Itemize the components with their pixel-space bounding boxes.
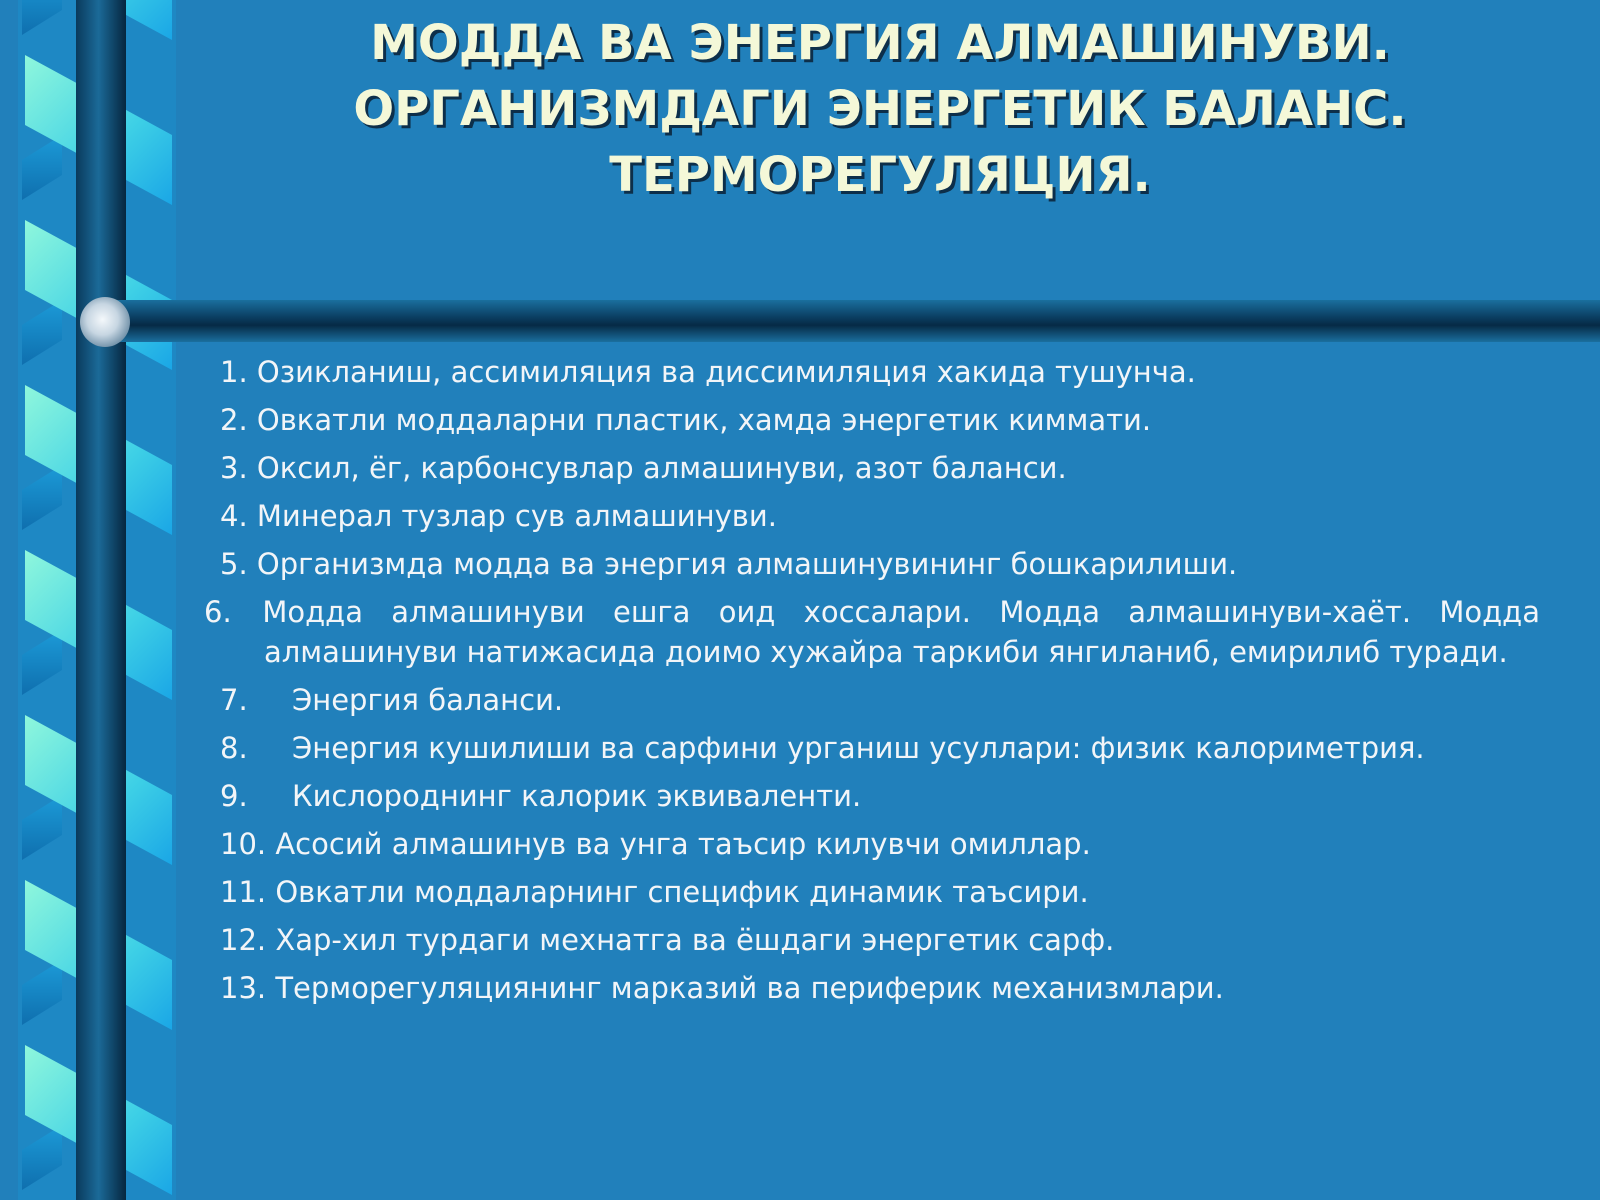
ribbon-pole (76, 0, 126, 1200)
title-line: ТЕРМОРЕГУЛЯЦИЯ. (609, 147, 1151, 203)
item-number: 5. (220, 547, 248, 581)
item-number: 9. (220, 779, 248, 813)
item-number: 4. (220, 499, 248, 533)
divider-knob (80, 297, 130, 347)
item-text: Овкатли моддаларни пластик, хамда энергетик киммати. (256, 403, 1152, 437)
decorative-ribbon (0, 0, 190, 1200)
item-text: Организмда модда ва энергия алмашинувининг бошкарилиши. (256, 547, 1238, 581)
list-item (220, 400, 1540, 440)
item-text: Минерал тузлар сув алмашинуви. (256, 499, 777, 533)
title-line: ОРГАНИЗМДАГИ ЭНЕРГЕТИК БАЛАНС. (353, 81, 1407, 137)
title-line: МОДДА ВА ЭНЕРГИЯ АЛМАШИНУВИ. (370, 15, 1390, 71)
list-item (220, 872, 1540, 912)
list-item (220, 824, 1540, 864)
list-item (220, 728, 1540, 768)
list-item (220, 448, 1540, 488)
list-item (220, 496, 1540, 536)
item-text: Энергия баланси. (292, 683, 564, 717)
item-number: 12. (220, 923, 267, 957)
list-item: 6. Модда алмашинуви ешга оид хоссалари. Модда алмашинуви-хаёт. Модда алмашинуви натижасида доимо хужайра таркиби янгиланиб, емирилиб туради. (204, 595, 1540, 669)
horizontal-divider-bar (100, 300, 1600, 342)
item-text: Энергия кушилиши ва сарфини урганиш усуллари: физик калориметрия. (292, 731, 1425, 765)
list-item (220, 920, 1540, 960)
item-text: Кислороднинг калорик эквиваленти. (292, 779, 862, 813)
item-text: Овкатли моддаларнинг специфик динамик таъсири. (275, 875, 1089, 909)
item-number: 8. (220, 731, 248, 765)
list-item (220, 968, 1540, 1008)
item-text: Модда алмашинуви ешга оид хоссалари. Модда алмашинуви-хаёт. Модда алмашинуви натижасида доимо хужайра таркиби янгиланиб, емирилиб туради. (262, 595, 1540, 669)
item-number: 7. (220, 683, 248, 717)
item-text: Оксил, ёг, карбонсувлар алмашинуви, азот баланси. (256, 451, 1067, 485)
list-item (220, 776, 1540, 816)
page-title (240, 10, 1520, 208)
item-number: 1. (220, 355, 248, 389)
item-number: 3. (220, 451, 248, 485)
item-text: Озикланиш, ассимиляция ва диссимиляция хакида тушунча. (256, 355, 1196, 389)
item-text: Хар-хил турдаги мехнатга ва ёшдаги энергетик сарф. (275, 923, 1115, 957)
list-item (220, 680, 1540, 720)
item-number: 13. (220, 971, 267, 1005)
item-text: Терморегуляциянинг марказий ва периферик механизмлари. (275, 971, 1224, 1005)
item-number: 11. (220, 875, 267, 909)
topic-list (204, 352, 1540, 1016)
item-number: 2. (220, 403, 248, 437)
item-number: 10. (220, 827, 267, 861)
list-item (220, 544, 1540, 584)
list-item (220, 352, 1540, 392)
item-text: Асосий алмашинув ва унга таъсир килувчи омиллар. (275, 827, 1091, 861)
